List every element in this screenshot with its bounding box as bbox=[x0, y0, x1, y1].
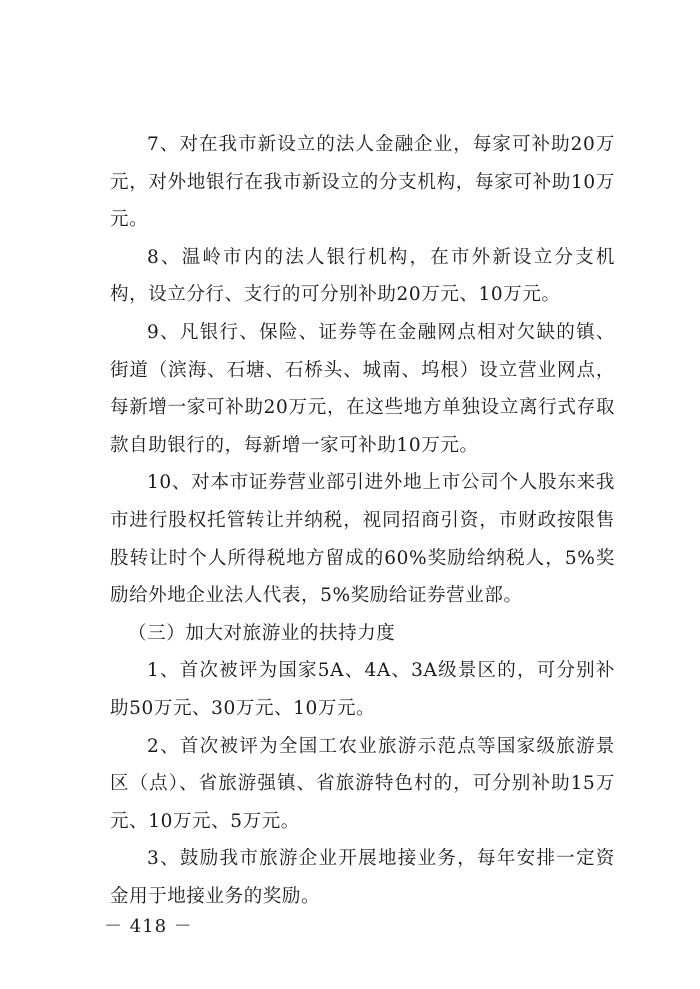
paragraph-tourism-1: 1、首次被评为国家5A、4A、3A级景区的，可分别补助50万元、30万元、10万元。 bbox=[110, 660, 615, 719]
paragraph-item-9: 9、凡银行、保险、证券等在金融网点相对欠缺的镇、街道（滨海、石塘、石桥头、城南、坞根）设立营业网点，每新增一家可补助20万元，在这些地方单独设立离行式存取款自助银行的，每新增一家可补助10万元。 bbox=[110, 321, 615, 456]
paragraph-tourism-3: 3、鼓励我市旅游企业开展地接业务，每年安排一定资金用于地接业务的奖励。 bbox=[110, 848, 615, 907]
paragraph-item-8: 8、温岭市内的法人银行机构，在市外新设立分支机构，设立分行、支行的可分别补助20万元、10万元。 bbox=[110, 246, 615, 306]
document-body bbox=[110, 126, 615, 915]
page-number: － 418 － bbox=[104, 916, 193, 937]
paragraph-item-7: 7、对在我市新设立的法人金融企业，每家可补助20万元，对外地银行在我市新设立的分支机构，每家可补助10万元。 bbox=[110, 134, 615, 231]
paragraph-tourism-2: 2、首次被评为全国工农业旅游示范点等国家级旅游景区（点）、省旅游强镇、省旅游特色村的，可分别补助15万元、10万元、5万元。 bbox=[110, 735, 615, 832]
section-heading-tourism: （三）加大对旅游业的扶持力度 bbox=[128, 622, 396, 644]
paragraph-item-10: 10、对本市证券营业部引进外地上市公司个人股东来我市进行股权托管转让并纳税，视同招商引资，市财政按限售股转让时个人所得税地方留成的60%奖励给纳税人，5%奖励给外地企业法人代表，5%奖励给证券营业部。 bbox=[110, 472, 615, 607]
